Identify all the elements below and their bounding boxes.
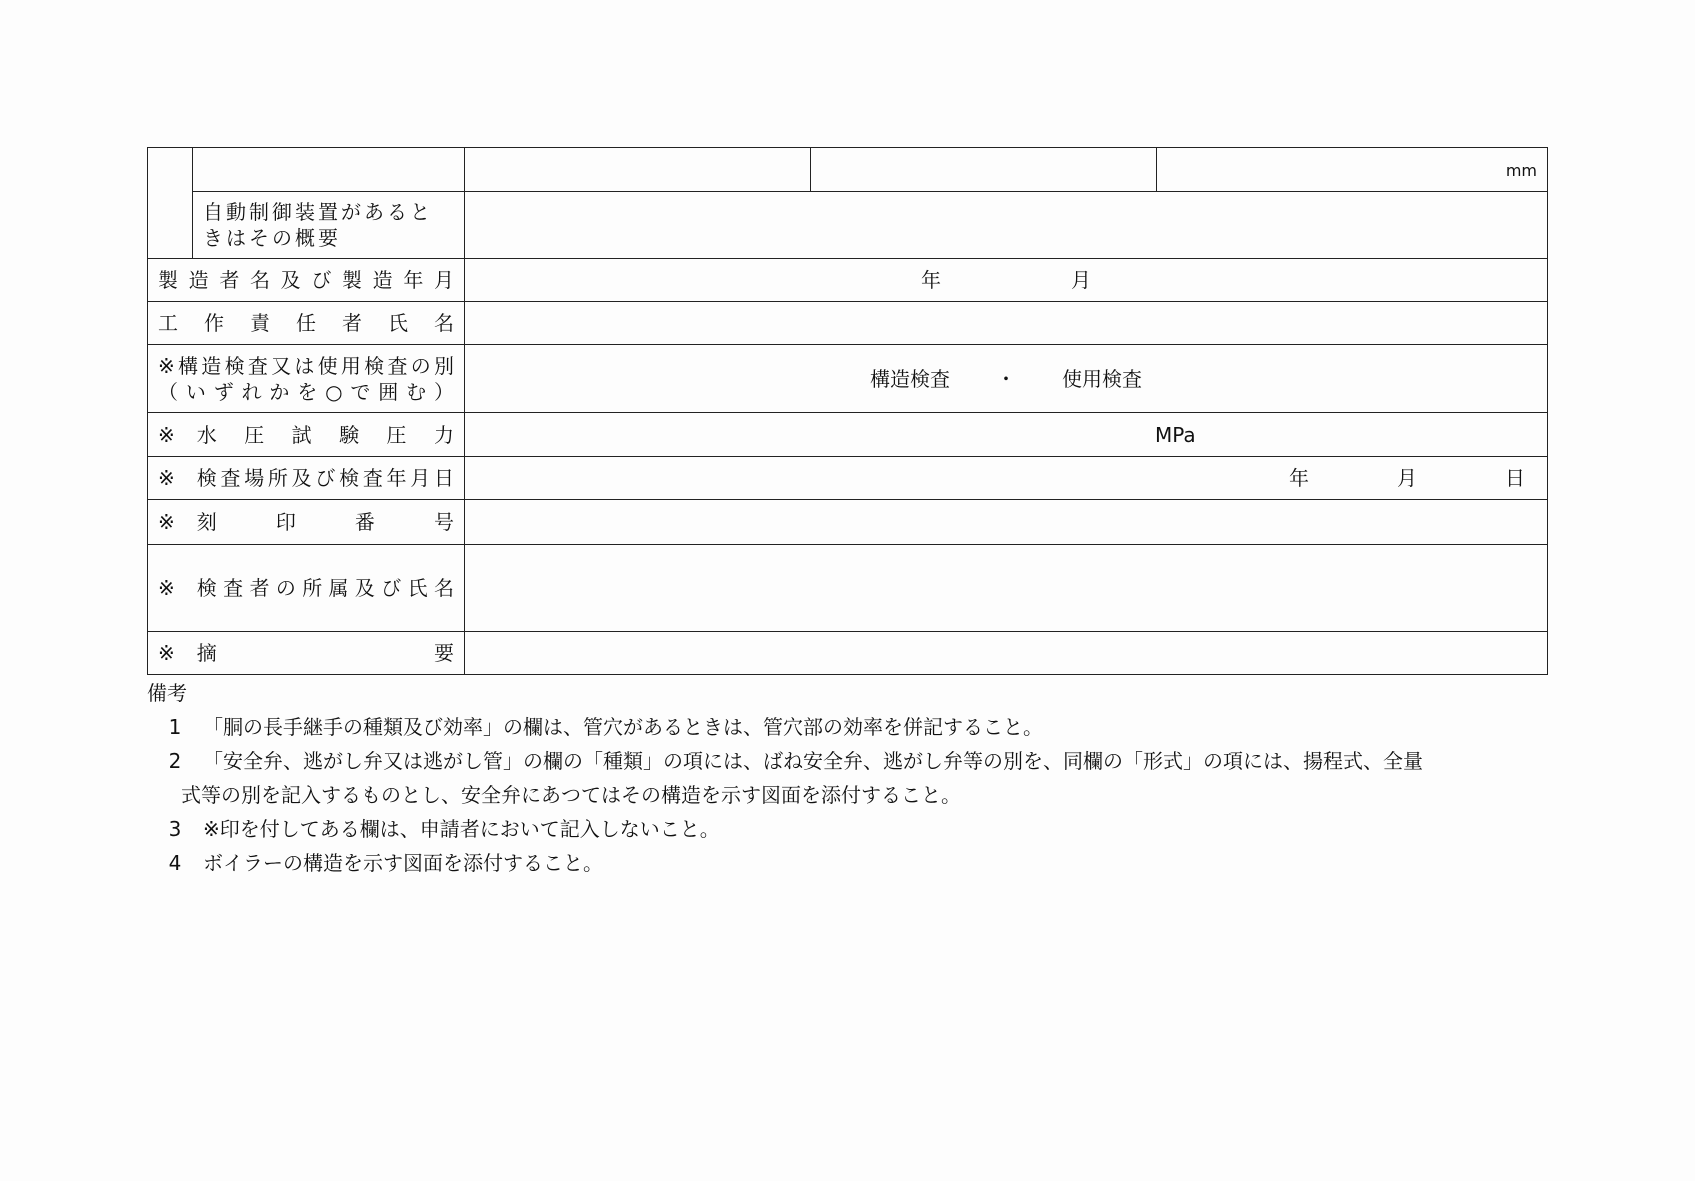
- foreman-label: 工作責任者氏名: [148, 302, 465, 345]
- inspector-label: [158, 575, 454, 601]
- inspector-field[interactable]: [465, 545, 1548, 632]
- place-label: [158, 465, 454, 491]
- auto-control-label: 自動制御装置があるときはその概要: [193, 192, 465, 259]
- foreman-field[interactable]: [465, 302, 1548, 345]
- note-item-3: [147, 812, 1547, 846]
- inspector-mark: ※: [158, 576, 175, 600]
- maker-label: 製造者名及び製造年月: [148, 259, 465, 302]
- notes-section: [147, 676, 1547, 880]
- option-separator: ・: [996, 366, 1016, 391]
- unit-mpa: MPa: [1155, 422, 1196, 447]
- note-text: ボイラーの構造を示す図面を添付すること。: [203, 851, 603, 875]
- note-text: 「安全弁、逃がし弁又は逃がし管」の欄の「種類」の項には、ばね安全弁、逃がし弁等の別を、同欄の「形式」の項には、揚程式、全量: [203, 749, 1423, 773]
- note-text: ※印を付してある欄は、申請者において記入しないこと。: [203, 817, 720, 841]
- place-month: 月: [1397, 466, 1417, 490]
- stamp-label: [158, 509, 454, 535]
- row-dimension: [148, 148, 1548, 192]
- water-pressure-field[interactable]: [465, 413, 1548, 457]
- place-day: 日: [1505, 466, 1525, 490]
- remarks-label: [158, 640, 454, 666]
- water-mark: ※: [158, 422, 175, 447]
- water-label-text: 水圧試験圧力: [196, 422, 454, 447]
- maker-field[interactable]: [465, 259, 1548, 302]
- dimension-label-cell: [193, 148, 465, 192]
- water-label: [158, 422, 454, 448]
- place-label-cell: [148, 457, 465, 500]
- stamp-label-cell: [148, 500, 465, 545]
- note-number: 4: [168, 851, 182, 875]
- inspection-type-field: [465, 345, 1548, 413]
- inspection-type-label-line1: ※構造検査又は使用検査の別: [158, 353, 454, 378]
- inspection-type-label: [148, 345, 465, 413]
- dimension-cell-3[interactable]: [1157, 148, 1548, 192]
- note-item-4: [147, 846, 1547, 880]
- dimension-cell-1[interactable]: [465, 148, 811, 192]
- dimension-cell-2[interactable]: [811, 148, 1157, 192]
- water-label-cell: [148, 413, 465, 457]
- auto-control-field[interactable]: [465, 192, 1548, 259]
- row-auto-control: [148, 192, 1548, 259]
- stamp-mark: ※: [158, 510, 175, 534]
- note-item-2: [147, 744, 1547, 778]
- note-item-1: [147, 710, 1547, 744]
- row-inspection-type: [148, 345, 1548, 413]
- note-number: 3: [168, 817, 182, 841]
- option-structure-inspection[interactable]: 構造検査: [870, 366, 950, 391]
- row-inspector: [148, 545, 1548, 632]
- inspection-type-label-line2: （いずれかを○で囲む）: [158, 379, 454, 404]
- row-stamp: [148, 500, 1548, 545]
- place-mark: ※: [158, 466, 175, 490]
- option-use-inspection[interactable]: 使用検査: [1062, 366, 1142, 391]
- form-table: [147, 147, 1548, 675]
- note-text: 「胴の長手継手の種類及び効率」の欄は、管穴があるときは、管穴部の効率を併記すること。: [203, 715, 1043, 739]
- group-side-cell: [148, 148, 193, 259]
- remarks-mark: ※: [158, 641, 175, 665]
- place-label-text: 検査場所及び検査年月日: [196, 466, 454, 490]
- maker-month: 月: [1071, 268, 1091, 292]
- stamp-label-text: 刻印番号: [196, 510, 454, 534]
- application-form: [147, 147, 1547, 675]
- place-field[interactable]: [465, 457, 1548, 500]
- row-remarks: [148, 632, 1548, 675]
- row-maker: [148, 259, 1548, 302]
- unit-mm: mm: [1505, 160, 1537, 180]
- inspector-label-cell: [148, 545, 465, 632]
- note-number: 1: [168, 715, 182, 739]
- place-year: 年: [1289, 466, 1309, 490]
- remarks-label-cell: [148, 632, 465, 675]
- note-text-continuation: 式等の別を記入するものとし、安全弁にあつてはその構造を示す図面を添付すること。: [181, 783, 961, 807]
- stamp-field[interactable]: [465, 500, 1548, 545]
- remarks-field[interactable]: [465, 632, 1548, 675]
- inspector-label-text: 検査者の所属及び氏名: [196, 576, 454, 600]
- note-number: 2: [168, 749, 182, 773]
- row-foreman: [148, 302, 1548, 345]
- row-inspection-place: [148, 457, 1548, 500]
- notes-heading: 備考: [147, 681, 187, 705]
- maker-year: 年: [921, 268, 941, 292]
- remarks-label-text: 摘要: [196, 641, 454, 665]
- row-water-pressure: [148, 413, 1548, 457]
